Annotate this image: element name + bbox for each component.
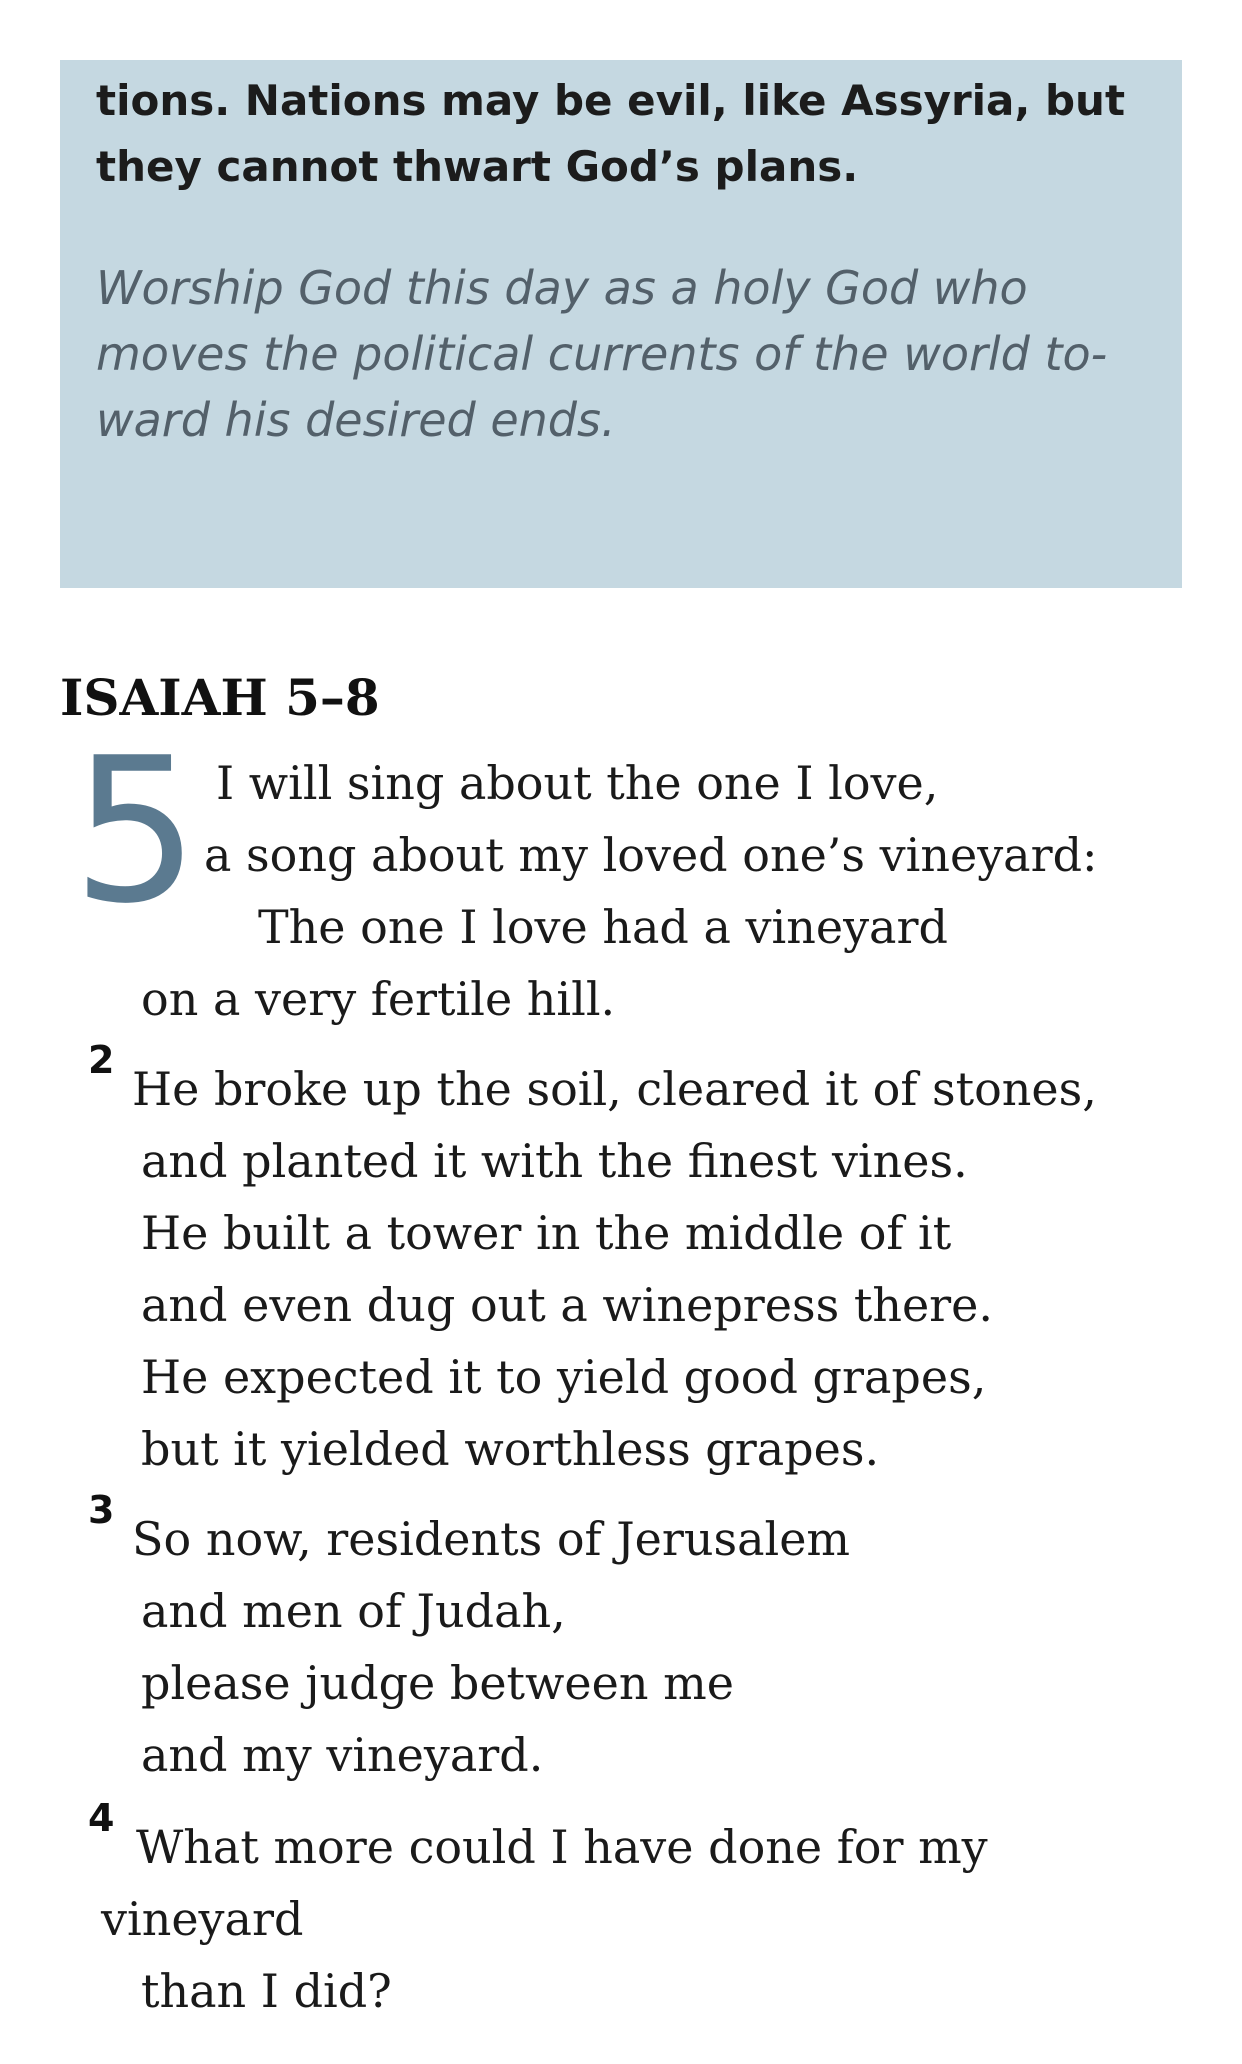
verse-line: but it yielded worthless grapes. <box>141 1422 880 1476</box>
verse-line: He broke up the soil, cleared it of stones, <box>132 1062 1097 1116</box>
verse-line: and even dug out a winepress there. <box>141 1278 994 1332</box>
verse-line: He built a tower in the middle of it <box>141 1206 952 1260</box>
verse-line: He expected it to yield good grapes, <box>141 1350 987 1404</box>
verse-line: The one I love had a vineyard <box>258 900 948 954</box>
callout-worship-line: moves the political currents of the world to- <box>96 327 1108 381</box>
callout-commentary-line: tions. Nations may be evil, like Assyria, but <box>96 76 1126 125</box>
chapter-number-dropcap: 5 <box>72 715 200 948</box>
callout-commentary-line: they cannot thwart God’s plans. <box>96 142 859 191</box>
verse-line: and my vineyard. <box>141 1728 544 1782</box>
verse-line: What more could I have done for my <box>136 1820 988 1874</box>
callout-commentary <box>96 68 1146 200</box>
verse-number: 3 <box>88 1488 115 1532</box>
verse-line: than I did? <box>141 1964 392 2018</box>
verse-number: 4 <box>88 1796 115 1840</box>
verse-line: please judge between me <box>141 1656 734 1710</box>
verse-line: So now, residents of Jerusalem <box>132 1512 851 1566</box>
verse-line: vineyard <box>101 1892 304 1946</box>
verse-line: and men of Judah, <box>141 1584 566 1638</box>
verse-line: on a very fertile hill. <box>141 972 616 1026</box>
passage-heading: ISAIAH 5–8 <box>60 668 380 727</box>
callout-worship-prompt <box>96 255 1146 453</box>
verse-line: I will sing about the one I love, <box>216 756 939 810</box>
verse-line: a song about my loved one’s vineyard: <box>204 828 1098 882</box>
verse-line: and planted it with the finest vines. <box>141 1134 968 1188</box>
verse-number: 2 <box>88 1038 115 1082</box>
callout-worship-line: ward his desired ends. <box>96 393 616 447</box>
callout-worship-line: Worship God this day as a holy God who <box>96 261 1028 315</box>
devotional-callout-box <box>60 60 1182 588</box>
